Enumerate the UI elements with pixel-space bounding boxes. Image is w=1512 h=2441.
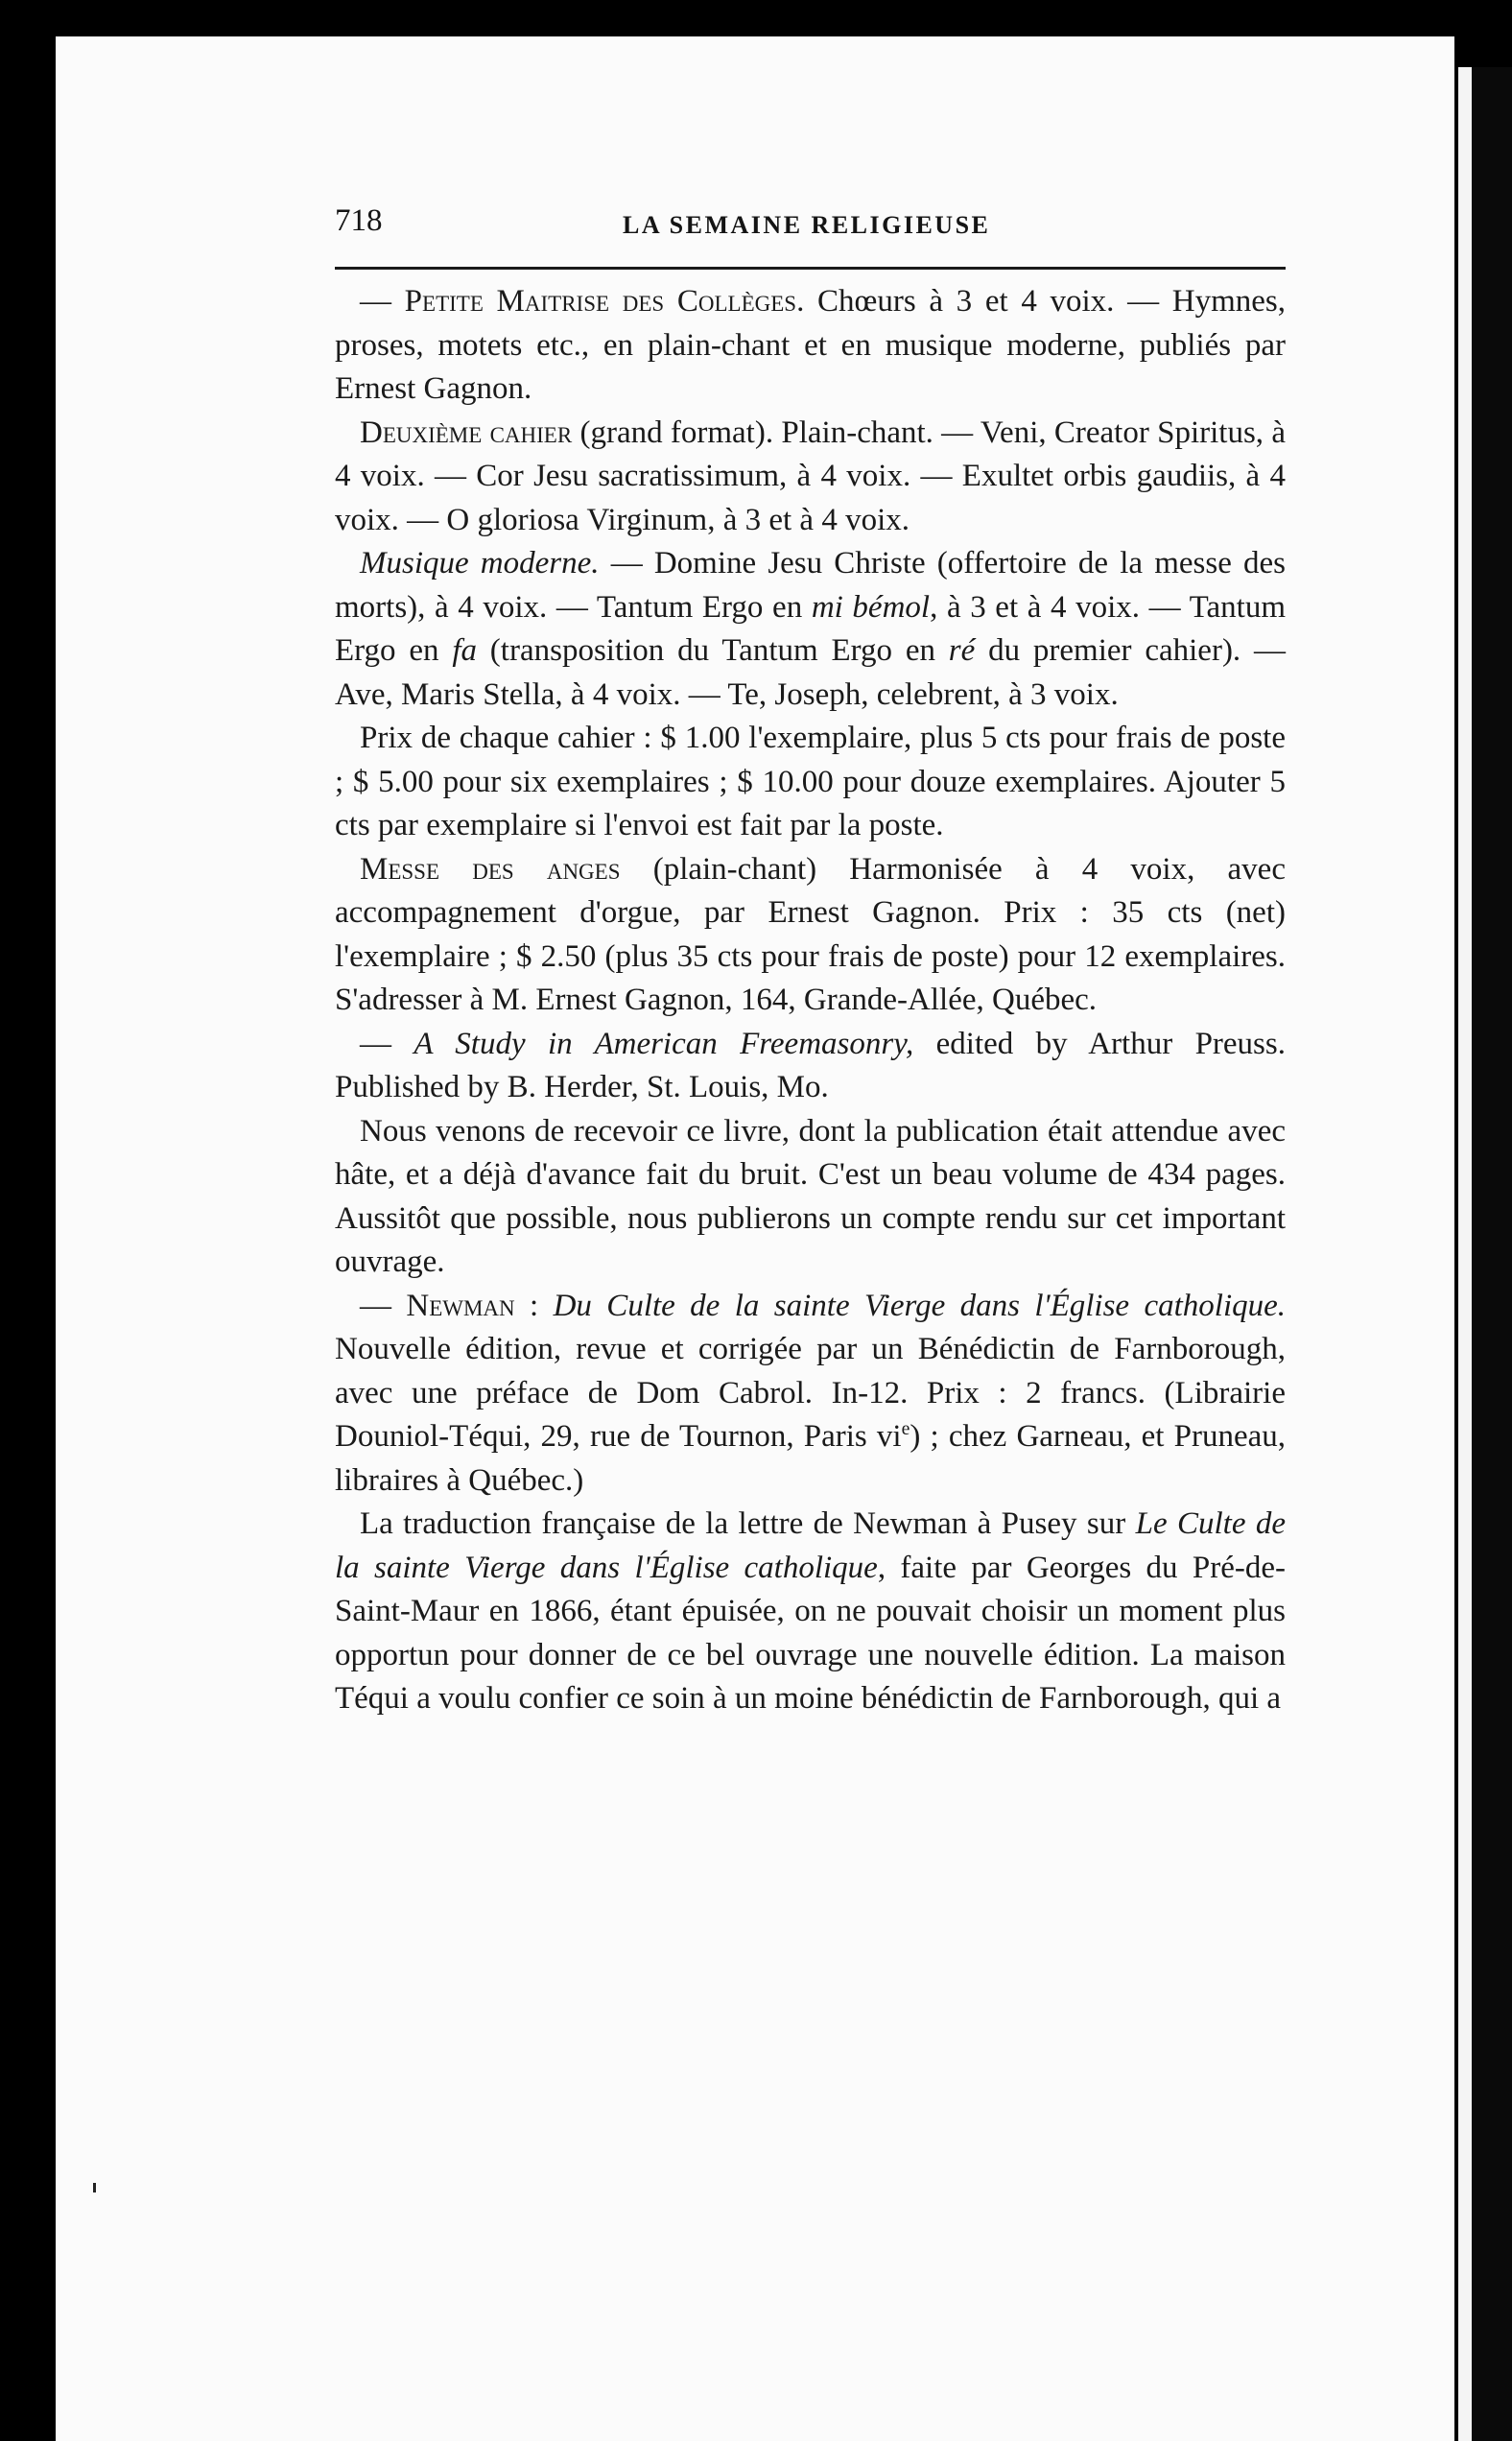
page-number: 718 <box>335 203 383 238</box>
paragraph-prix: Prix de chaque cahier : $ 1.00 l'exemplaire, plus 5 cts pour frais de poste ; $ 5.00 pour six exemplaires ; $ 10.00 pour douze exemplaires. Ajouter 5 cts par exemplaire si l'envoi est fait par la poste. <box>335 721 1286 842</box>
section-lead: Musique moderne. <box>360 546 600 581</box>
running-head: LA SEMAINE RELIGIEUSE <box>623 211 991 239</box>
book-title: Du Culte de la sainte Vierge dans l'Église catholique. <box>553 1288 1287 1323</box>
dash: — <box>360 1288 407 1323</box>
paragraph-text: ) ; chez Garneau, et Pruneau, libraires à Québec.) <box>335 1419 1286 1498</box>
paragraph-text: , à 3 et à 4 voix. — Tantum Ergo en <box>335 589 1286 668</box>
paragraph-newman <box>335 1285 1286 1504</box>
author-name: Newman <box>406 1288 515 1323</box>
section-heading: Messe des anges <box>360 851 621 887</box>
paragraph-text: Nouvelle édition, revue et corrigée par un Bénédictin de Farnborough, avec une préface de Dom Cabrol. In-12. Prix : 2 francs. (Librairie Douniol-Téqui, 29, rue de Tournon, Paris vi <box>335 1332 1286 1454</box>
separator: : <box>514 1288 554 1323</box>
paragraph-messe-des-anges <box>335 848 1286 1023</box>
paragraph-deuxieme-cahier <box>335 412 1286 543</box>
book-title: A Study in American Freemasonry, <box>413 1026 914 1061</box>
paragraph-text: La traduction française de la lettre de Newman à Pusey sur <box>360 1506 1136 1541</box>
scan-border-top <box>0 0 1512 36</box>
paragraph-freemasonry <box>335 1023 1286 1110</box>
paragraph-musique-moderne <box>335 542 1286 717</box>
superscript: e <box>901 1418 910 1439</box>
paragraph-text: edited by Arthur Preuss. Published by B. Herder, St. Louis, Mo. <box>335 1026 1286 1104</box>
dash: — <box>360 284 405 319</box>
scan-border-left <box>0 0 56 2441</box>
binding-shadow <box>1472 67 1512 2441</box>
paragraph-text: (transposition du Tantum Ergo en <box>477 633 949 668</box>
musical-key: mi bémol <box>811 589 931 625</box>
paragraph-text: — Domine Jesu Christe (offertoire de la messe des morts), à 4 voix. — Tantum Ergo en <box>335 546 1286 625</box>
paragraph-la-traduction <box>335 1503 1286 1721</box>
paragraph-text: Chœurs à 3 et 4 voix. — Hymnes, proses, motets etc., en plain-chant et en musique moderne, publiés par Ernest Gagnon. <box>335 284 1286 406</box>
dash: — <box>360 1026 414 1061</box>
musical-key: fa <box>452 633 477 668</box>
book-title: Le Culte de la sainte Vierge dans l'Église catholique <box>335 1506 1286 1585</box>
paragraph-text: , faite par Georges du Pré-de-Saint-Maur en 1866, étant épuisée, on ne pouvait choisir un moment plus opportun pour donner de ce bel ouvrage une nouvelle édition. La maison Téqui a voulu confier ce soin à un moine bénédictin de Farnborough, qui a <box>335 1550 1286 1716</box>
section-heading: Petite Maitrise des Collèges. <box>404 284 805 319</box>
paragraph-petite-maitrise <box>335 280 1286 412</box>
header-rule <box>335 267 1286 270</box>
margin-speck <box>93 2183 96 2192</box>
next-page-edge <box>1458 67 1472 2441</box>
musical-key: ré <box>948 633 976 668</box>
section-heading: Deuxième cahier <box>360 415 573 450</box>
paragraph-text: (plain-chant) Harmonisée à 4 voix, avec accompagnement d'orgue, par Ernest Gagnon. Prix : 35 cts (net) l'exemplaire ; $ 2.50 (plus 35 cts pour frais de poste) pour 12 exemplaires. S'adresser à M. Ernest Gagnon, 164, Grande-Allée, Québec. <box>335 851 1286 1017</box>
paragraph-nous-venons: Nous venons de recevoir ce livre, dont la publication était attendue avec hâte, et a déjà d'avance fait du bruit. C'est un beau volume de 434 pages. Aussitôt que possible, nous publierons un compte rendu sur cet important ouvrage. <box>335 1113 1286 1279</box>
paragraph-text: du premier cahier). — Ave, Maris Stella, à 4 voix. — Te, Joseph, celebrent, à 3 voix. <box>335 633 1286 712</box>
paragraph-text: (grand format). Plain-chant. — Veni, Creator Spiritus, à 4 voix. — Cor Jesu sacratissimum, à 4 voix. — Exultet orbis gaudiis, à 4 voix. — O gloriosa Virginum, à 3 et à 4 voix. <box>335 415 1286 537</box>
page-header <box>335 203 1286 261</box>
article-body <box>335 280 1286 1721</box>
